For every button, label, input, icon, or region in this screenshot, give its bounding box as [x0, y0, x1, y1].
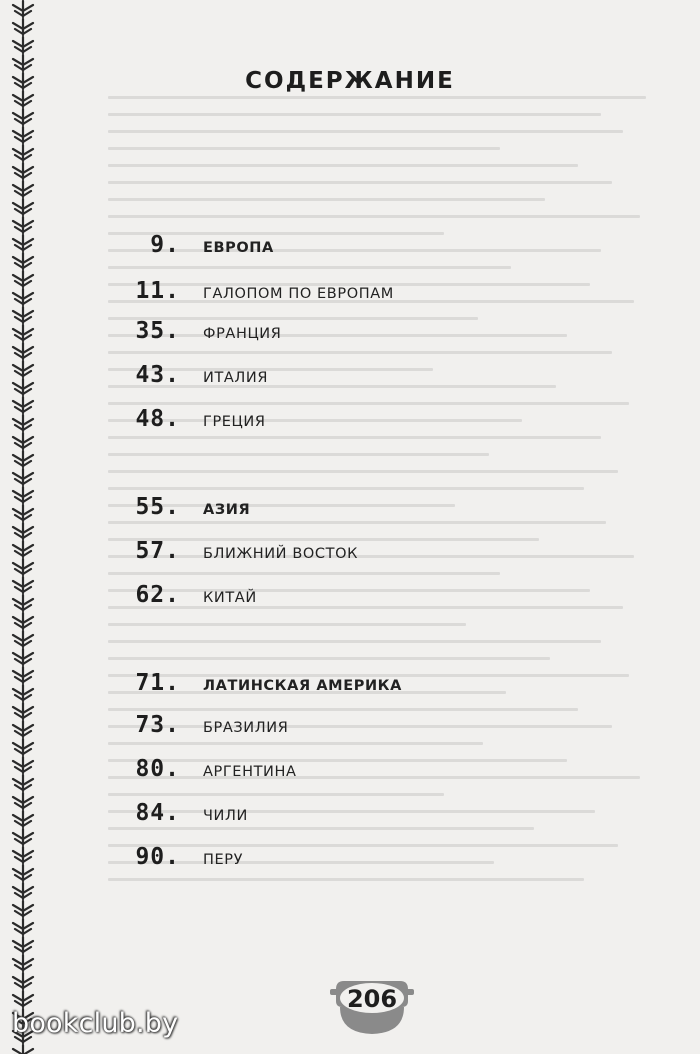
border-ornament-icon: [8, 450, 38, 468]
toc-entry: [0, 664, 700, 704]
watermark-text: bookclub.by: [12, 1008, 179, 1039]
toc-page-number: 55.: [135, 494, 180, 520]
toc-chapter-title: АРГЕНТИНА: [203, 764, 297, 780]
toc-section-title: ЛАТИНСКАЯ АМЕРИКА: [203, 678, 402, 694]
toc-entry: [0, 838, 700, 878]
bleed-through-line: [108, 147, 500, 150]
bleed-through-line: [108, 266, 511, 269]
toc-page-number: 80.: [135, 756, 180, 782]
border-ornament-icon: [8, 882, 38, 900]
toc-chapter-title: БРАЗИЛИЯ: [203, 720, 289, 736]
toc-entry: [0, 706, 700, 746]
border-ornament-icon: [8, 990, 38, 1008]
border-ornament-icon: [8, 126, 38, 144]
border-ornament-icon: [8, 108, 38, 126]
toc-chapter-title: ЧИЛИ: [203, 808, 248, 824]
toc-page-number: 84.: [135, 800, 180, 826]
bleed-through-line: [108, 572, 500, 575]
border-ornament-icon: [8, 198, 38, 216]
bleed-through-line: [108, 130, 623, 133]
toc-chapter-title: ГАЛОПОМ ПО ЕВРОПАМ: [203, 286, 394, 302]
toc-entry: [0, 576, 700, 616]
border-ornament-icon: [8, 954, 38, 972]
toc-page-number: 48.: [135, 406, 180, 432]
bleed-through-line: [108, 470, 618, 473]
toc-entry: [0, 750, 700, 790]
bleed-through-line: [108, 878, 584, 881]
toc-chapter-title: КИТАЙ: [203, 590, 257, 606]
toc-section-title: ЕВРОПА: [203, 240, 274, 256]
bleed-through-line: [108, 623, 466, 626]
toc-entry: [0, 400, 700, 440]
toc-entry: [0, 794, 700, 834]
border-ornament-icon: [8, 1044, 38, 1054]
toc-chapter-title: БЛИЖНИЙ ВОСТОК: [203, 546, 358, 562]
toc-page-number: 90.: [135, 844, 180, 870]
bleed-through-line: [108, 113, 601, 116]
toc-chapter-title: ФРАНЦИЯ: [203, 326, 282, 342]
page-number: 206: [346, 985, 398, 1013]
toc-page-number: 11.: [135, 278, 180, 304]
toc-page-number: 57.: [135, 538, 180, 564]
toc-page-number: 9.: [150, 232, 180, 258]
bleed-through-line: [108, 96, 646, 99]
border-ornament-icon: [8, 468, 38, 486]
toc-chapter-title: ПЕРУ: [203, 852, 244, 868]
toc-entry: [0, 532, 700, 572]
toc-entry: [0, 226, 700, 266]
bleed-through-line: [108, 164, 578, 167]
toc-page-number: 35.: [135, 318, 180, 344]
border-ornament-icon: [8, 162, 38, 180]
border-ornament-icon: [8, 918, 38, 936]
bleed-through-line: [108, 181, 612, 184]
border-ornament-icon: [8, 36, 38, 54]
toc-entry: [0, 272, 700, 312]
border-ornament-icon: [8, 18, 38, 36]
page-title: СОДЕРЖАНИЕ: [245, 68, 455, 94]
toc-entry: [0, 488, 700, 528]
bleed-through-line: [108, 215, 640, 218]
border-ornament-icon: [8, 900, 38, 918]
toc-page-number: 62.: [135, 582, 180, 608]
toc-section-title: АЗИЯ: [203, 502, 251, 518]
toc-entry: [0, 312, 700, 352]
bleed-through-line: [108, 453, 489, 456]
toc-page-number: 73.: [135, 712, 180, 738]
bleed-through-line: [108, 657, 550, 660]
toc-chapter-title: ИТАЛИЯ: [203, 370, 269, 386]
border-ornament-icon: [8, 936, 38, 954]
border-ornament-icon: [8, 144, 38, 162]
toc-chapter-title: ГРЕЦИЯ: [203, 414, 266, 430]
border-ornament-icon: [8, 630, 38, 648]
toc-entry: [0, 356, 700, 396]
bleed-through-line: [108, 640, 601, 643]
bleed-through-line: [108, 198, 545, 201]
border-ornament-icon: [8, 972, 38, 990]
toc-page-number: 71.: [135, 670, 180, 696]
toc-page-number: 43.: [135, 362, 180, 388]
border-ornament-icon: [8, 0, 38, 18]
border-ornament-icon: [8, 180, 38, 198]
